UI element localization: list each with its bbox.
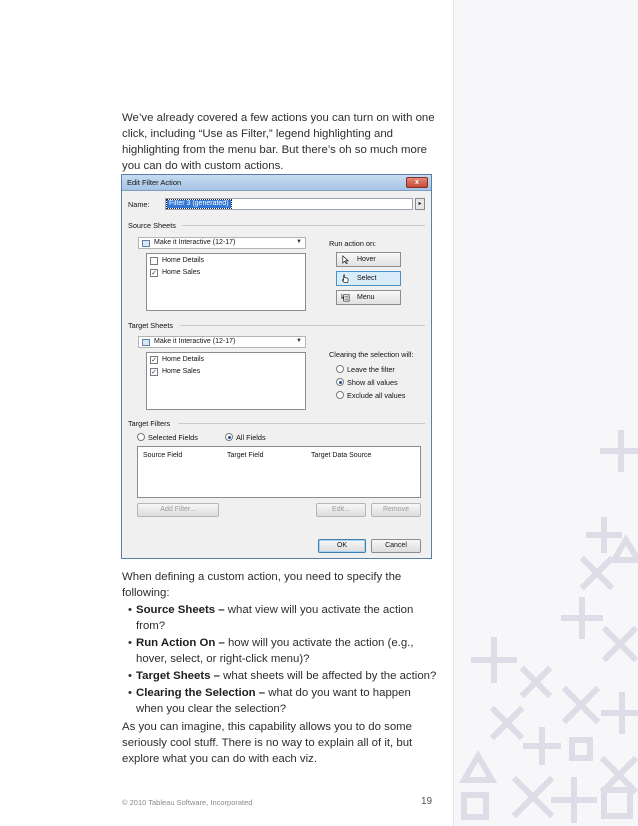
name-input-value: Filter 3 (generated) (169, 200, 229, 207)
target-filters-group-label: Target Filters (128, 419, 171, 428)
group-divider (180, 325, 425, 326)
target-workbook-value: Make it Interactive (12-17) (154, 338, 236, 345)
target-sheet-label: Home Sales (162, 368, 201, 375)
bullet-text: how will you activate the action (e.g., hover, select, or right-click menu)? (136, 637, 414, 665)
outro-paragraph: As you can imagine, this capability allows you to do some seriously cool stuff. There is no way to explain all of it, but explore what you can do with each viz. (122, 721, 413, 765)
target-sheet-label: Home Details (162, 356, 205, 363)
hover-cursor-icon (341, 255, 350, 264)
source-sheets-list (146, 253, 306, 311)
source-sheets-group-label: Source Sheets (128, 221, 176, 230)
column-header: Source Field (143, 452, 183, 459)
run-on-menu-label: Menu (357, 294, 375, 301)
selected-fields-label: Selected Fields (148, 433, 198, 442)
name-label: Name: (128, 200, 150, 209)
copyright-footer: © 2010 Tableau Software, Incorporated (122, 798, 253, 807)
source-workbook-value: Make it Interactive (12-17) (154, 239, 236, 246)
name-input[interactable] (165, 198, 413, 210)
run-on-hover-label: Hover (357, 256, 376, 263)
workbook-icon (142, 240, 150, 247)
page-number: 19 (421, 796, 433, 807)
bullet-term: Run Action On – (136, 637, 225, 649)
source-sheet-label: Home Details (162, 257, 205, 264)
source-sheet-checkbox-home-sales[interactable]: ✓ (151, 270, 157, 277)
run-on-hover-button[interactable] (336, 252, 401, 267)
list-item (128, 602, 438, 634)
target-sheet-checkbox-home-details[interactable]: ✓ (151, 357, 157, 364)
selected-fields-radio[interactable] (137, 433, 145, 441)
bullet-text: what do you want to happen when you clear the selection? (136, 687, 411, 715)
clear-option-label: Leave the filter (347, 365, 395, 374)
run-on-select-label: Select (357, 275, 377, 282)
target-sheets-group-label: Target Sheets (128, 321, 174, 330)
decorative-symbols-pattern (454, 0, 638, 826)
intro-paragraph: We’ve already covered a few actions you can turn on with one click, including “Use as Filter,” legend highlighting and highlighting from the menu bar. But there’s oh so much more you can do with custom actions. (122, 112, 435, 172)
bullet-text: what sheets will be affected by the action? (219, 670, 437, 682)
bullet-list (128, 602, 438, 718)
source-sheet-checkbox-home-details[interactable] (150, 257, 158, 265)
list-item (128, 635, 438, 667)
group-divider (182, 225, 425, 226)
decorative-sidebar (453, 0, 638, 826)
bullet-term: Clearing the Selection – (136, 687, 266, 699)
column-header: Target Data Source (311, 452, 372, 459)
edit-filter-action-dialog (121, 174, 432, 559)
ok-button[interactable]: OK (318, 539, 366, 553)
target-sheet-checkbox-home-sales[interactable]: ✓ (151, 369, 157, 376)
bullet-term: Target Sheets – (136, 670, 220, 682)
run-action-label: Run action on: (329, 239, 377, 248)
column-header: Target Field (227, 452, 264, 459)
cancel-button[interactable]: Cancel (371, 539, 421, 553)
list-item (128, 685, 438, 717)
workbook-icon (142, 339, 150, 346)
target-workbook-select[interactable] (138, 336, 306, 348)
clear-exclude-all-radio[interactable] (336, 391, 344, 399)
clear-option-label: Show all values (347, 378, 398, 387)
group-divider (178, 423, 425, 424)
clearing-selection-label: Clearing the selection will: (329, 350, 414, 359)
source-sheet-label: Home Sales (162, 269, 201, 276)
all-fields-radio[interactable] (225, 433, 233, 441)
insert-field-button[interactable]: ▸ (415, 198, 425, 210)
run-on-menu-button[interactable] (336, 290, 401, 305)
clear-show-all-radio[interactable] (336, 378, 344, 386)
target-filters-table (137, 446, 421, 498)
menu-icon (341, 293, 350, 302)
remove-filter-button[interactable]: Remove (371, 503, 421, 517)
clear-option-label: Exclude all values (347, 391, 406, 400)
target-sheets-list (146, 352, 306, 410)
lead-paragraph: When defining a custom action, you need to specify the following: (122, 571, 402, 599)
add-filter-button[interactable]: Add Filter... (137, 503, 219, 517)
bullet-term: Source Sheets – (136, 604, 225, 616)
source-workbook-select[interactable] (138, 237, 306, 249)
close-icon[interactable]: x (406, 177, 428, 188)
edit-filter-button[interactable]: Edit... (316, 503, 366, 517)
chevron-down-icon: ▼ (296, 239, 302, 245)
chevron-down-icon: ▼ (296, 338, 302, 344)
select-pointer-icon (341, 274, 350, 283)
list-item (128, 668, 438, 684)
clear-leave-filter-radio[interactable] (336, 365, 344, 373)
all-fields-label: All Fields (236, 433, 266, 442)
run-on-select-button[interactable] (336, 271, 401, 286)
dialog-title: Edit Filter Action (127, 178, 182, 187)
dialog-title-bar (122, 175, 431, 191)
bullet-text: what view will you activate the action from? (136, 604, 414, 632)
